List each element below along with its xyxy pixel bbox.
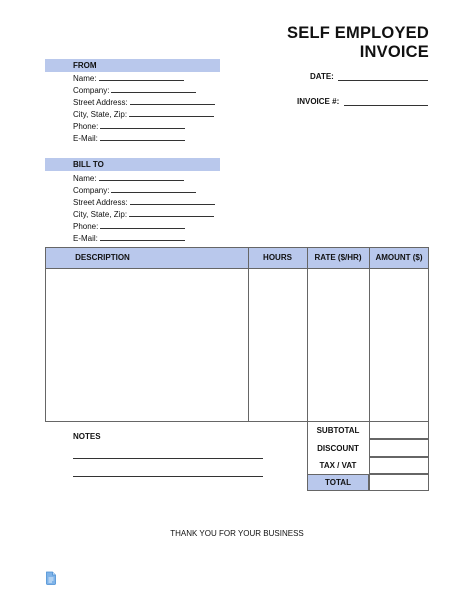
title-line-2: INVOICE [359, 43, 429, 61]
from-city-label: City, State, Zip: [73, 110, 128, 119]
bill-email-input[interactable] [100, 232, 185, 241]
notes-label: NOTES [73, 432, 101, 441]
col-amount: AMOUNT ($) [375, 253, 423, 262]
thank-you-message: THANK YOU FOR YOUR BUSINESS [170, 529, 304, 538]
bill-email-field [73, 232, 185, 245]
subtotal-label: SUBTOTAL [316, 426, 360, 435]
bill-phone-label: Phone: [73, 222, 99, 231]
from-company-label: Company: [73, 86, 110, 95]
col-description: DESCRIPTION [75, 253, 130, 262]
notes-line-1[interactable] [73, 458, 263, 459]
document-icon [45, 571, 57, 585]
from-phone-label: Phone: [73, 122, 99, 131]
bill-city-input[interactable] [129, 208, 214, 217]
notes-line-2[interactable] [73, 476, 263, 477]
total-value-cell[interactable] [369, 474, 429, 491]
bill-city-label: City, State, Zip: [73, 210, 128, 219]
bill-company-input[interactable] [111, 184, 196, 193]
from-email-input[interactable] [100, 132, 185, 141]
col-rate: RATE ($/HR) [314, 253, 362, 262]
invoice-title [287, 24, 429, 62]
from-email-field [73, 132, 185, 145]
from-header: FROM [45, 59, 220, 72]
bill-name-label: Name: [73, 174, 97, 183]
from-email-label: E-Mail: [73, 134, 98, 143]
date-input[interactable] [338, 80, 428, 81]
bill-street-input[interactable] [130, 196, 215, 205]
date-label: DATE: [310, 72, 334, 81]
discount-label: DISCOUNT [317, 444, 359, 453]
bill-street-label: Street Address: [73, 198, 128, 207]
from-name-label: Name: [73, 74, 97, 83]
bill-to-header: BILL TO [45, 158, 220, 171]
description-cell[interactable] [46, 270, 248, 421]
from-city-input[interactable] [129, 108, 214, 117]
total-label: TOTAL [325, 478, 351, 487]
from-name-input[interactable] [99, 72, 184, 81]
col-hours: HOURS [263, 253, 292, 262]
bill-name-input[interactable] [99, 172, 184, 181]
invoice-number-input[interactable] [344, 105, 428, 106]
discount-value-cell[interactable] [369, 439, 429, 457]
amount-cell[interactable] [370, 270, 429, 421]
title-line-1: SELF EMPLOYED [287, 24, 429, 42]
subtotal-value-cell[interactable] [369, 421, 429, 439]
hours-cell[interactable] [249, 270, 307, 421]
bill-company-label: Company: [73, 186, 110, 195]
from-company-input[interactable] [111, 84, 196, 93]
from-phone-input[interactable] [100, 120, 185, 129]
bill-email-label: E-Mail: [73, 234, 98, 243]
from-street-label: Street Address: [73, 98, 128, 107]
invoice-number-label: INVOICE #: [297, 97, 340, 106]
tax-label: TAX / VAT [319, 461, 357, 470]
from-street-input[interactable] [130, 96, 215, 105]
bill-phone-input[interactable] [100, 220, 185, 229]
tax-value-cell[interactable] [369, 457, 429, 474]
rate-cell[interactable] [308, 270, 369, 421]
